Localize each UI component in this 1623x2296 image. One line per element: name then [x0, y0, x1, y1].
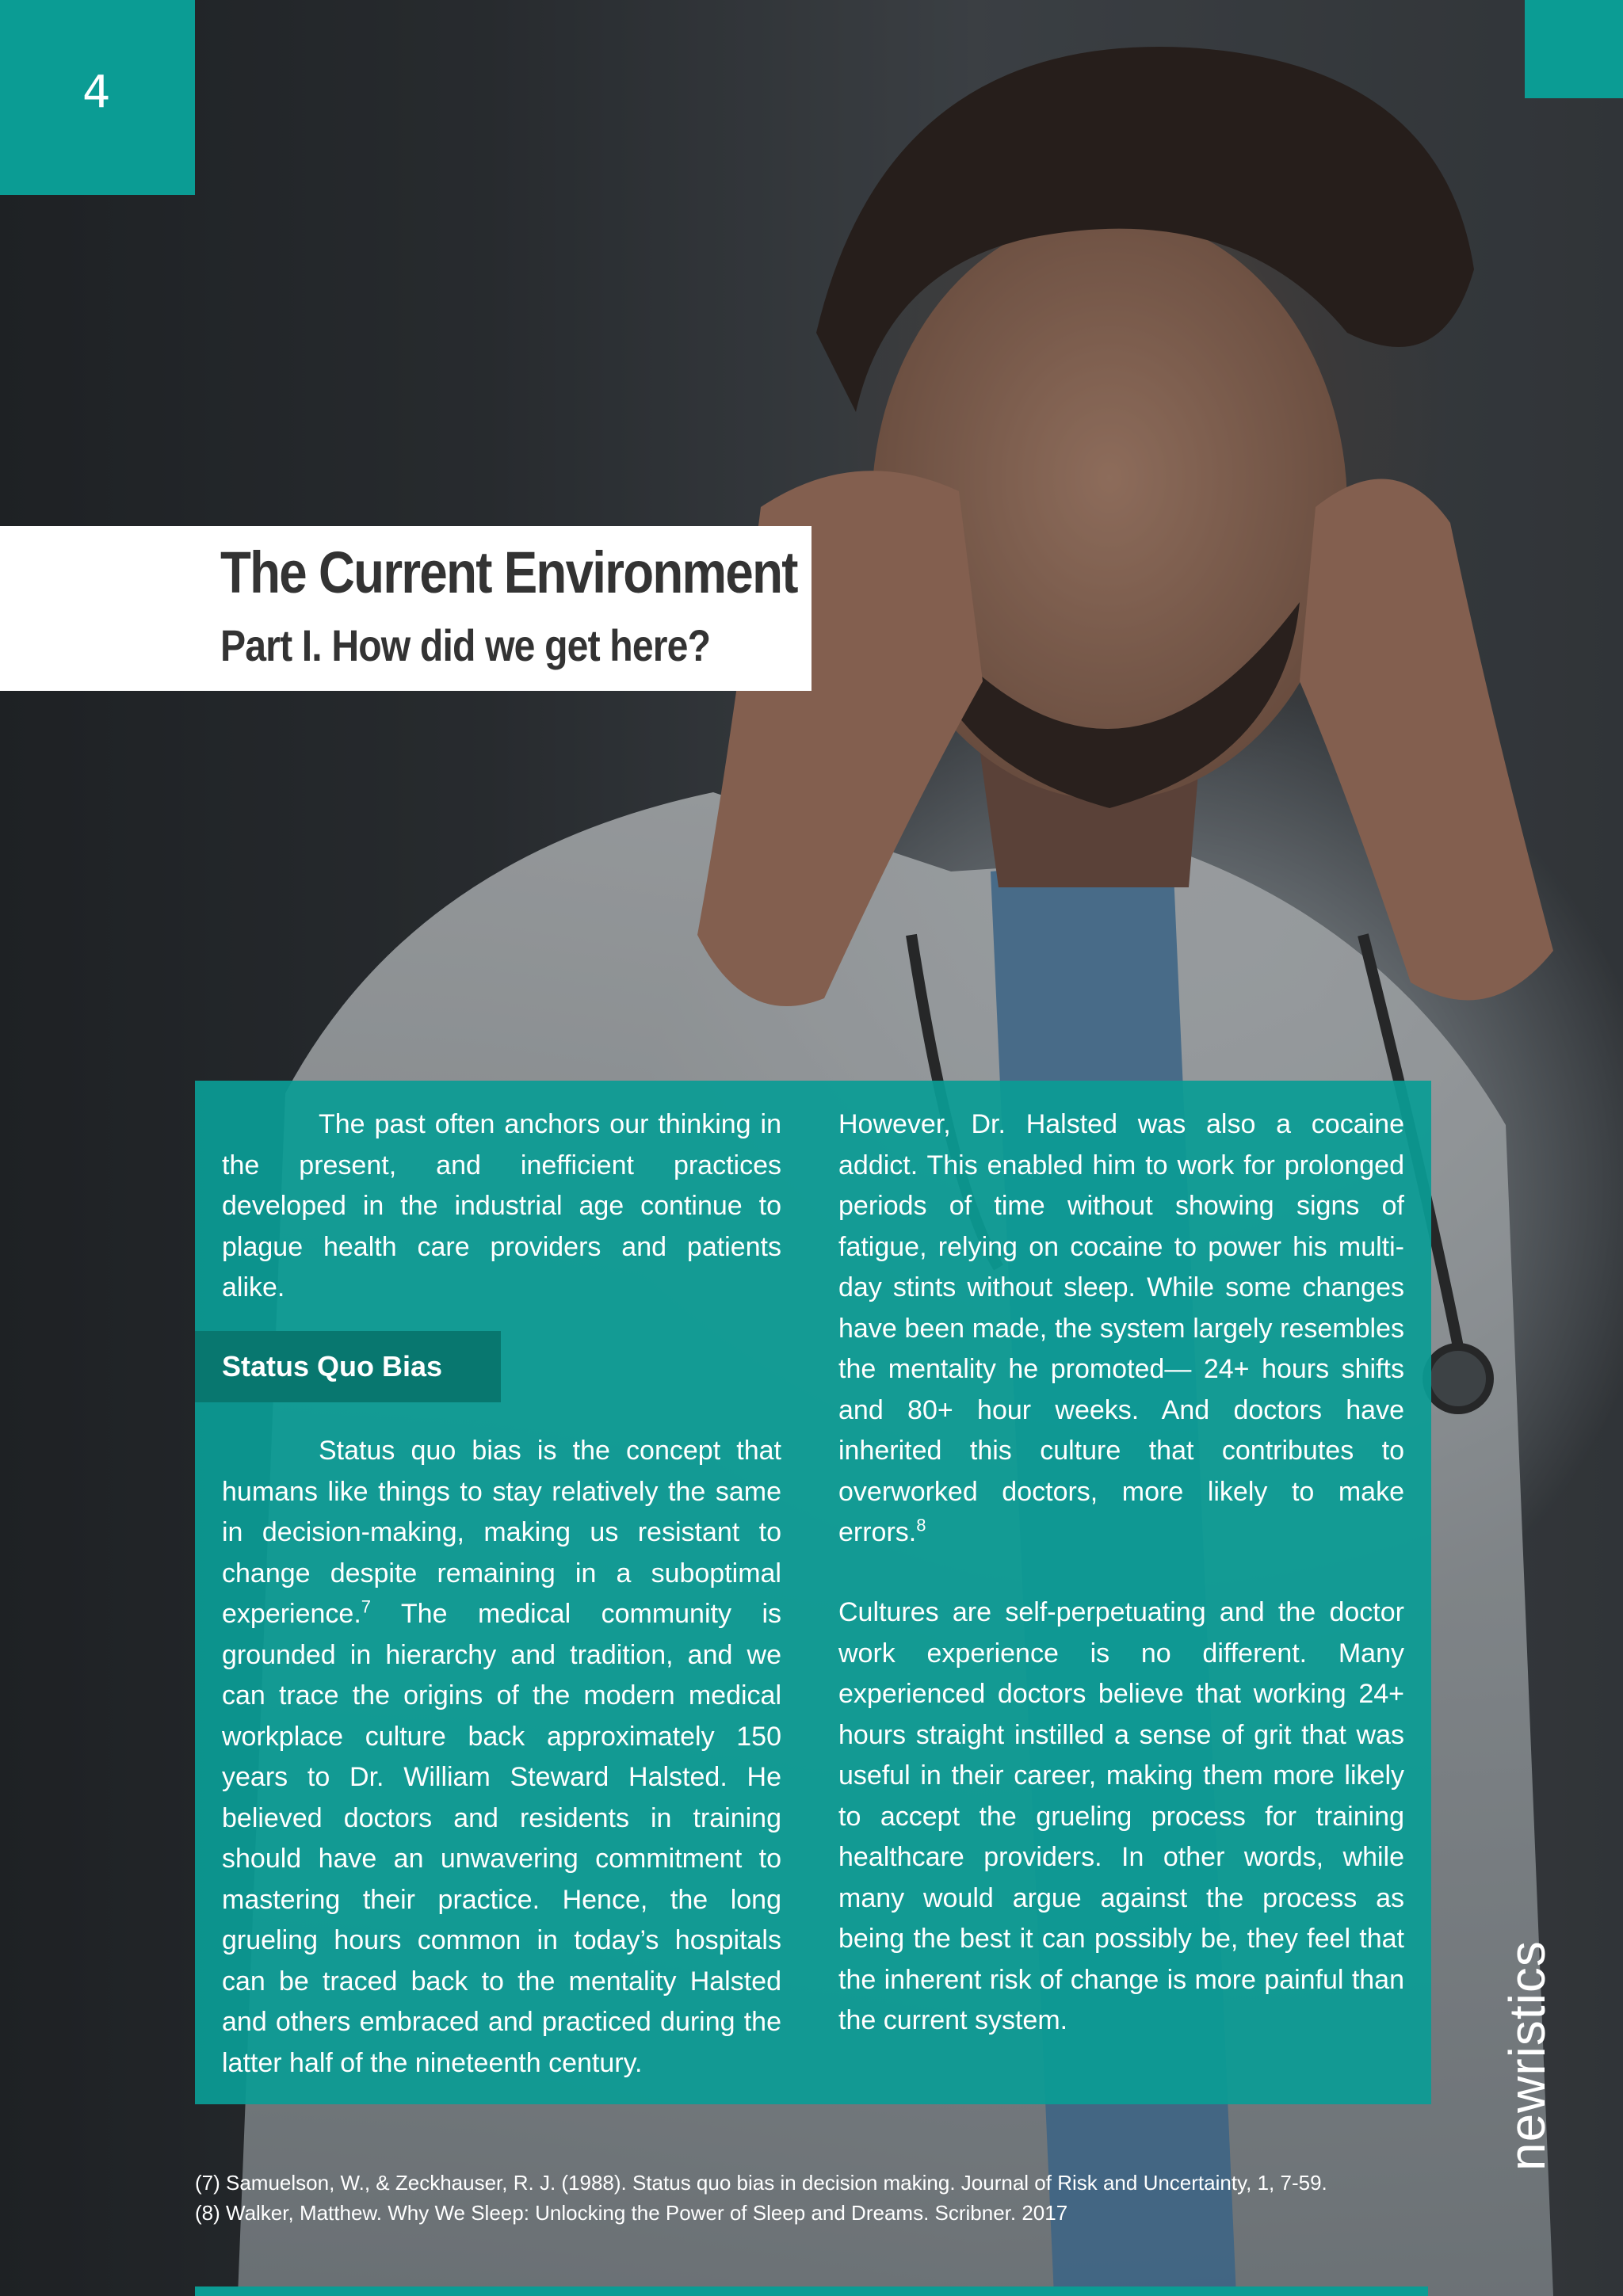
references [195, 2168, 1327, 2228]
reference-8: (8) Walker, Matthew. Why We Sleep: Unlocking the Power of Sleep and Dreams. Scribner. 2017 [195, 2201, 1068, 2225]
paragraph-status-quo [222, 1431, 781, 2084]
page-title: The Current Environment [220, 540, 797, 605]
reference-7: (7) Samuelson, W., & Zeckhauser, R. J. (1988). Status quo bias in decision making. Journal of Risk and Uncertainty, 1, 7-59. [195, 2171, 1327, 2195]
section-heading: Status Quo Bias [222, 1350, 443, 1383]
page-number: 4 [82, 67, 111, 118]
bottom-accent-bar [195, 2286, 1428, 2296]
footnote-ref-7: 7 [361, 1596, 372, 1617]
page-subtitle: Part I. How did we get here? [220, 620, 711, 670]
corner-accent [1525, 0, 1623, 98]
paragraph-intro: The past often anchors our thinking in the present, and inefficient practices developed in the industrial age continue to plague health care providers and patients alike. [222, 1109, 781, 1302]
paragraph-status-quo-part2: The medical community is grounded in hierarchy and tradition, and we can trace the origins of the modern medical workplace culture back approximately 150 years to Dr. William Steward Halsted. He believed doctors and residents in training should have an unwavering commitment to mastering their practice. Hence, the long grueling hours common in today’s hospitals can be traced back to the mentality Halsted and others embraced and practiced during the latter half of the nineteenth century. [222, 1599, 781, 2078]
paragraph-halsted [838, 1104, 1404, 1554]
newristics-logo: newristics [1499, 1940, 1556, 2171]
paragraph-status-quo-part1: Status quo bias is the concept that humans like things to stay relatively the same in decision-making, making us resistant to change despite remaining in a suboptimal experience. [222, 1436, 781, 1629]
paragraph-halsted-text: However, Dr. Halsted was also a cocaine addict. This enabled him to work for prolonged periods of time without showing signs of fatigue, relying on cocaine to power his multi-day stints without sleep. While some changes have been made, the system largely resembles the mentality he promoted— 24+ hours shifts and 80+ hour weeks. And doctors have inherited this culture that contributes to overworked doctors, more likely to make errors. [838, 1109, 1404, 1547]
paragraph-culture: Cultures are self-perpetuating and the doctor work experience is no different. Many experienced doctors believe that working 24+ hours straight instilled a sense of grit that was useful in their career, making them more likely to accept the grueling process for training healthcare providers. In other words, while many would argue against the process as being the best it can possibly be, they feel that the inherent risk of change is more painful than the current system. [838, 1597, 1404, 2035]
footnote-ref-8: 8 [916, 1515, 926, 1535]
